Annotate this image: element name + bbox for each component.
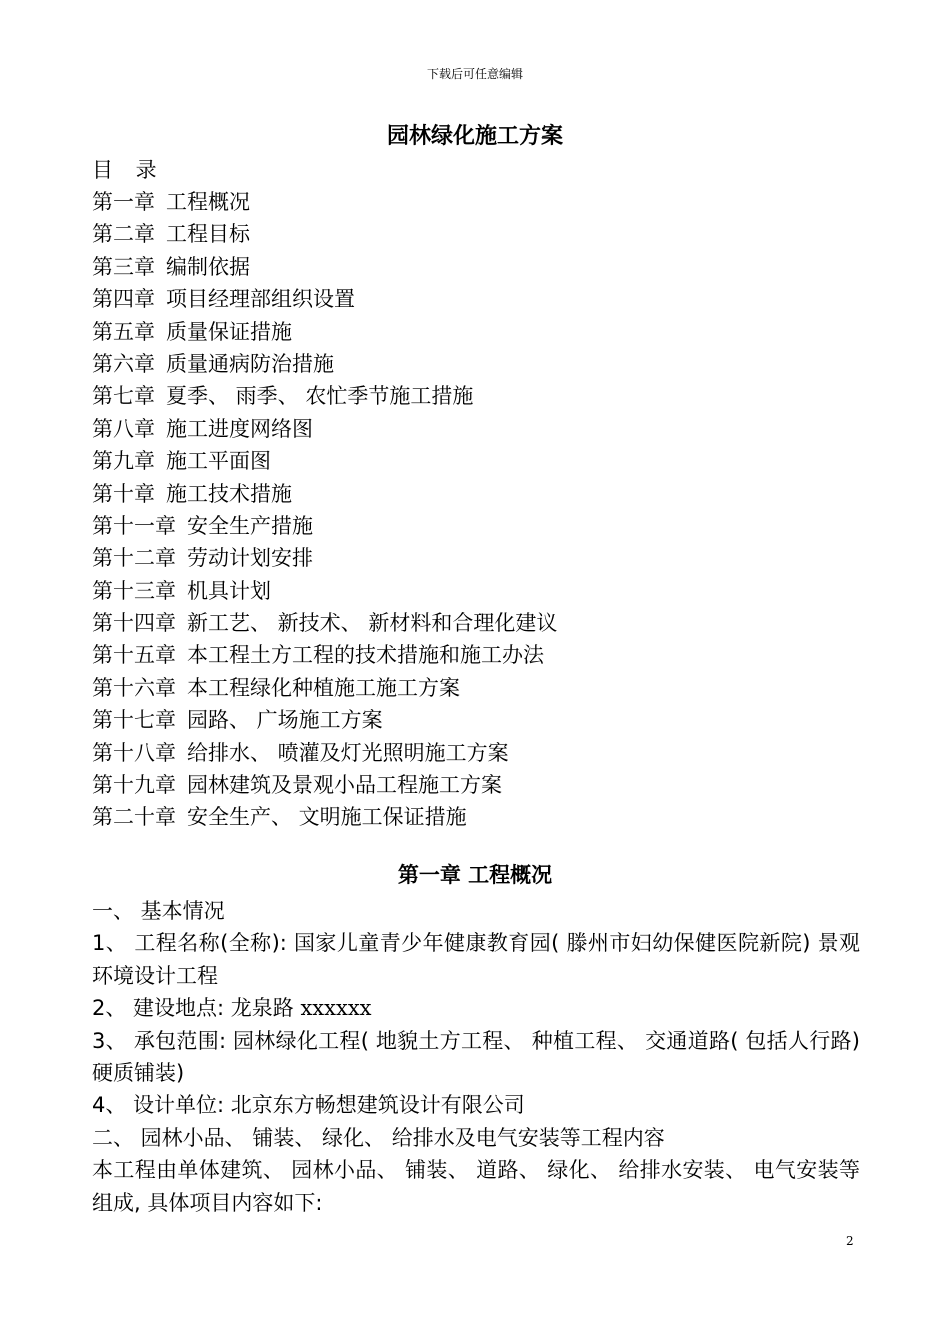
- item-label: 2、 建设地点: 龙泉路: [92, 996, 301, 1021]
- toc-chapter: 第十三章: [92, 578, 176, 603]
- toc-chapter: 第八章: [92, 416, 155, 441]
- document-title: 园林绿化施工方案: [386, 124, 563, 149]
- toc-chapter: 第五章: [92, 319, 155, 344]
- toc-item[interactable]: [92, 283, 872, 315]
- toc-title: 新工艺、 新技术、 新材料和合理化建议: [187, 611, 558, 636]
- toc-item[interactable]: [92, 704, 872, 736]
- section-heading: 二、 园林小品、 铺装、 绿化、 给排水及电气安装等工程内容: [92, 1125, 665, 1150]
- toc-title: 园路、 广场施工方案: [187, 708, 383, 733]
- toc-chapter: 第十章: [92, 481, 155, 506]
- toc-item[interactable]: [92, 639, 872, 671]
- toc-chapter: 第十四章: [92, 611, 176, 636]
- table-of-contents: [92, 186, 872, 834]
- toc-chapter: 第十一章: [92, 513, 176, 538]
- toc-item[interactable]: [92, 316, 872, 348]
- page-header: 下载后可任意编辑: [426, 67, 523, 81]
- toc-chapter: 第十六章: [92, 675, 176, 700]
- toc-title: 质量保证措施: [166, 319, 292, 344]
- page-number: 2: [846, 1234, 854, 1248]
- toc-chapter: 第二章: [92, 222, 155, 247]
- toc-chapter: 第二十章: [92, 805, 176, 830]
- toc-item[interactable]: [92, 251, 872, 283]
- toc-chapter: 第十八章: [92, 740, 176, 765]
- toc-chapter: 第三章: [92, 254, 155, 279]
- toc-item[interactable]: [92, 445, 872, 477]
- toc-title: 施工进度网络图: [166, 416, 313, 441]
- list-item: 4、 设计单位: 北京东方畅想建筑设计有限公司: [92, 1093, 525, 1118]
- toc-title: 劳动计划安排: [187, 546, 313, 571]
- toc-item[interactable]: [92, 672, 872, 704]
- toc-title: 安全生产措施: [187, 513, 313, 538]
- toc-item[interactable]: [92, 478, 872, 510]
- toc-item[interactable]: [92, 380, 872, 412]
- item-value: xxxxxx: [300, 996, 372, 1021]
- toc-item[interactable]: [92, 218, 872, 250]
- toc-chapter: 第一章: [92, 190, 155, 214]
- toc-chapter: 第十五章: [92, 643, 176, 668]
- toc-title: 工程目标: [166, 222, 250, 247]
- toc-title: 项目经理部组织设置: [166, 287, 355, 312]
- toc-item[interactable]: [92, 413, 872, 445]
- toc-title: 质量通病防治措施: [166, 351, 334, 376]
- toc-title: 园林建筑及景观小品工程施工方案: [187, 773, 502, 798]
- toc-title: 施工平面图: [166, 449, 271, 474]
- toc-item[interactable]: [92, 801, 872, 833]
- toc-item[interactable]: [92, 348, 872, 380]
- section-heading: 一、 基本情况: [92, 899, 225, 923]
- toc-item[interactable]: [92, 186, 872, 218]
- toc-title: 编制依据: [166, 254, 250, 279]
- toc-title: 工程概况: [166, 190, 250, 214]
- toc-chapter: 第十七章: [92, 708, 176, 733]
- toc-item[interactable]: [92, 737, 872, 769]
- list-item: [92, 992, 860, 1024]
- toc-item[interactable]: [92, 607, 872, 639]
- toc-title: 施工技术措施: [166, 481, 292, 506]
- toc-title: 安全生产、 文明施工保证措施: [187, 805, 467, 830]
- toc-chapter: 第六章: [92, 351, 155, 376]
- toc-chapter: 第十九章: [92, 773, 176, 798]
- list-item: 1、 工程名称(全称): 国家儿童青少年健康教育园( 滕州市妇幼保健医院新院) 景观环境设计工程: [92, 931, 860, 988]
- toc-title: 本工程绿化种植施工施工方案: [187, 675, 460, 700]
- toc-chapter: 第十二章: [92, 546, 176, 571]
- toc-item[interactable]: [92, 542, 872, 574]
- toc-chapter: 第四章: [92, 287, 155, 312]
- toc-title: 机具计划: [187, 578, 271, 603]
- toc-title: 夏季、 雨季、 农忙季节施工措施: [166, 384, 474, 409]
- chapter-body: [92, 895, 860, 1219]
- toc-title: 本工程土方工程的技术措施和施工办法: [187, 643, 544, 668]
- toc-chapter: 第七章: [92, 384, 155, 409]
- toc-item[interactable]: [92, 575, 872, 607]
- toc-heading: 目 录: [92, 158, 165, 182]
- body-paragraph: 本工程由单体建筑、 园林小品、 铺装、 道路、 绿化、 给排水安装、 电气安装等组成, 具体项目内容如下:: [92, 1158, 860, 1215]
- toc-title: 给排水、 喷灌及灯光照明施工方案: [187, 740, 509, 765]
- list-item: 3、 承包范围: 园林绿化工程( 地貌土方工程、 种植工程、 交通道路( 包括人行路) 硬质铺装): [92, 1028, 860, 1086]
- toc-item[interactable]: [92, 769, 872, 801]
- chapter-heading: 第一章 工程概况: [397, 863, 553, 887]
- toc-item[interactable]: [92, 510, 872, 542]
- toc-chapter: 第九章: [92, 449, 155, 474]
